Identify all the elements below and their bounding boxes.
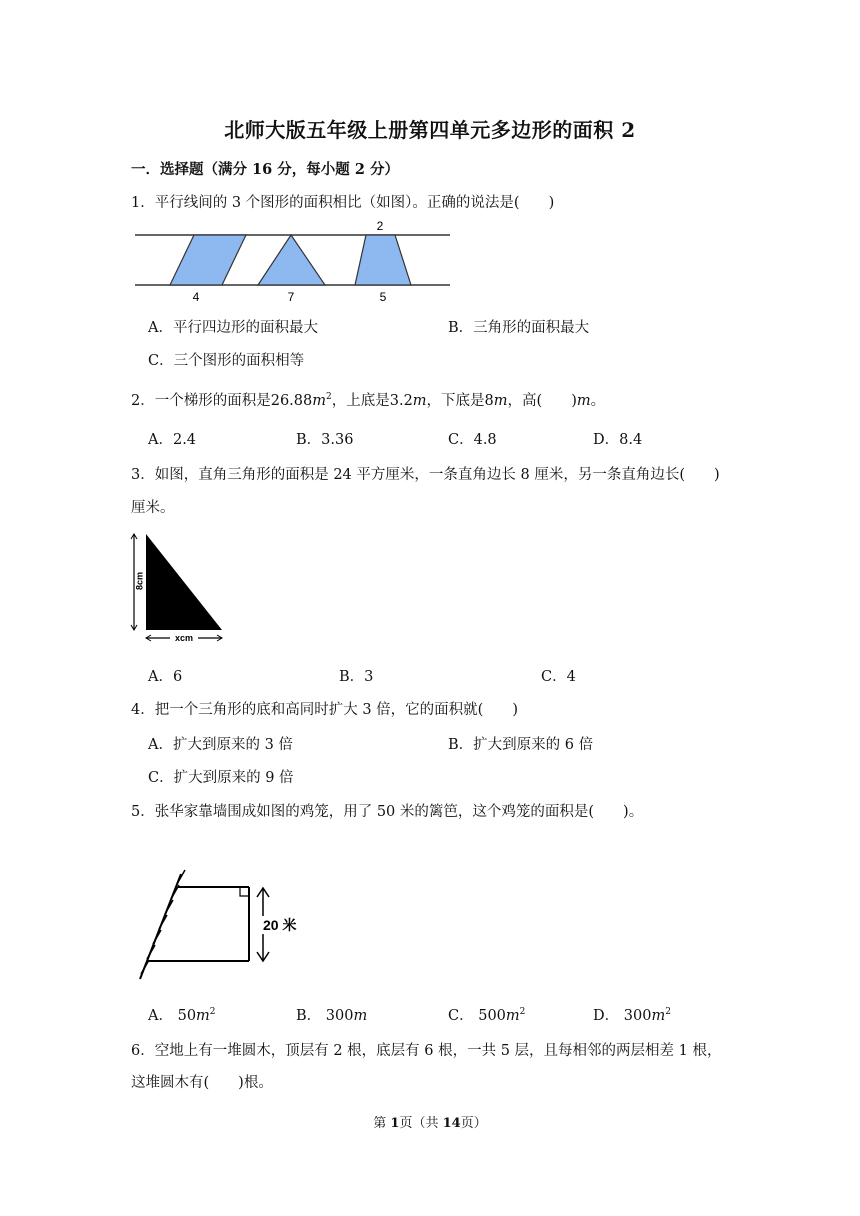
label-triangle-base: 7 [287, 290, 295, 304]
label-trapezoid-top: 2 [376, 219, 384, 233]
q5-option-c[interactable]: C． $500m^2$ [448, 1007, 526, 1024]
label-height-20m: 20 米 [263, 917, 297, 933]
q5-option-a[interactable]: A． $50m^2$ [148, 1007, 216, 1024]
q4-option-a[interactable]: A．扩大到原来的 3 倍 [148, 737, 293, 753]
label-side-8cm: 8cm [134, 571, 145, 591]
q3-option-a[interactable]: A．6 [148, 669, 183, 685]
parallelogram-shape [170, 235, 246, 285]
q1-option-b[interactable]: B．三角形的面积最大 [448, 320, 590, 336]
question-1-text: 1．平行线间的 3 个图形的面积相比（如图）。正确的说法是( ) [131, 195, 555, 211]
chicken-coop-figure [128, 866, 308, 986]
question-3-line-2: 厘米。 [131, 500, 175, 516]
q2-option-b[interactable]: B．3.36 [296, 432, 354, 448]
q4-option-c[interactable]: C．扩大到原来的 9 倍 [148, 770, 294, 786]
section-header: 一．选择题（满分 16 分，每小题 2 分） [131, 161, 399, 178]
q1-option-a[interactable]: A．平行四边形的面积最大 [148, 320, 318, 336]
page-footer: 第 1页（共 14页） [373, 1116, 487, 1131]
q5-option-d[interactable]: D． $300m^2$ [593, 1007, 671, 1024]
question-6-line-1: 6．空地上有一堆圆木，顶层有 2 根，底层有 6 根，一共 5 层，且每相邻的两层相差 1 根， [131, 1043, 722, 1059]
right-triangle-figure [130, 528, 230, 644]
question-2-text: 2．一个梯形的面积是$26.88m^2$，上底是3.2m，下底是8m，高( )m。 [131, 392, 606, 409]
q2-option-d[interactable]: D．8.4 [593, 432, 643, 448]
label-base-xcm: xcm [174, 633, 194, 643]
question-6-line-2: 这堆圆木有( )根。 [131, 1075, 273, 1091]
q3-option-c[interactable]: C．4 [541, 669, 576, 685]
q2-option-c[interactable]: C．4.8 [448, 432, 497, 448]
label-parallelogram-base: 4 [192, 290, 200, 304]
question-3-line-1: 3．如图，直角三角形的面积是 24 平方厘米，一条直角边长 8 厘米，另一条直角边长( ) [131, 467, 720, 483]
label-trapezoid-base: 5 [379, 290, 387, 304]
triangle-shape [258, 235, 325, 285]
q4-option-b[interactable]: B．扩大到原来的 6 倍 [448, 737, 594, 753]
page-title: 北师大版五年级上册第四单元多边形的面积 2 [224, 118, 636, 142]
parallel-lines-figure [130, 214, 460, 306]
right-triangle-shape [146, 534, 222, 630]
trapezoid-shape [355, 235, 411, 285]
right-angle-mark [240, 887, 249, 896]
q5-option-b[interactable]: B． 300m [296, 1008, 368, 1024]
q3-option-b[interactable]: B．3 [339, 669, 374, 685]
question-5-text: 5．张华家靠墙围成如图的鸡笼，用了 50 米的篱笆，这个鸡笼的面积是( )。 [131, 804, 644, 820]
q1-option-c[interactable]: C．三个图形的面积相等 [148, 353, 305, 369]
question-4-text: 4．把一个三角形的底和高同时扩大 3 倍，它的面积就( ) [131, 702, 518, 718]
q2-option-a[interactable]: A．2.4 [148, 432, 197, 448]
wall-hatching [141, 870, 185, 974]
